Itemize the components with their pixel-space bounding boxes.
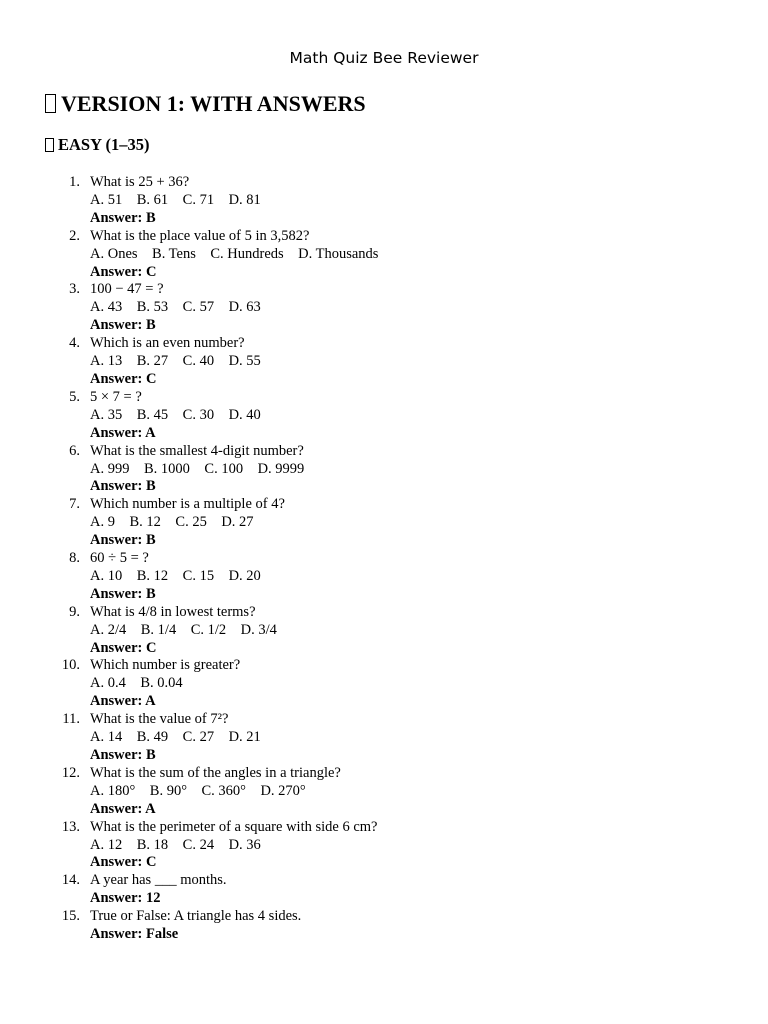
question-answer: Answer: C: [90, 639, 157, 656]
question-number: 9.: [69, 603, 80, 620]
question-answer: Answer: A: [90, 800, 156, 817]
question-item: [0, 657, 768, 711]
question-answer: Answer: B: [90, 317, 156, 334]
question-text: What is 25 + 36?: [90, 174, 190, 190]
question-item: [0, 765, 768, 819]
question-options: A. 999 B. 1000 C. 100 D. 9999: [90, 460, 305, 477]
question-answer: Answer: C: [90, 854, 157, 871]
question-answer: Answer: B: [90, 747, 156, 763]
version-heading: [45, 90, 366, 118]
question-item: [0, 711, 768, 765]
question-list: [0, 174, 768, 944]
version-heading-text: VERSION 1: WITH ANSWERS: [61, 91, 366, 116]
question-options: A. 13 B. 27 C. 40 D. 55: [90, 353, 261, 370]
question-item: [0, 908, 768, 944]
question-text: What is the sum of the angles in a triangle?: [90, 764, 341, 781]
question-options: A. 180° B. 90° C. 360° D. 270°: [90, 782, 306, 799]
question-options: A. 43 B. 53 C. 57 D. 63: [90, 299, 261, 316]
question-text: Which number is greater?: [90, 657, 241, 674]
section-heading: [45, 134, 150, 156]
question-options: A. 12 B. 18 C. 24 D. 36: [90, 836, 261, 853]
question-number: 5.: [69, 388, 80, 405]
question-answer: Answer: B: [90, 209, 156, 226]
question-number: 10.: [61, 657, 80, 674]
question-answer: Answer: B: [90, 585, 156, 602]
question-options: A. 51 B. 61 C. 71 D. 81: [90, 191, 261, 208]
question-number: 12.: [61, 764, 80, 781]
question-item: [0, 604, 768, 658]
question-number: 7.: [69, 496, 80, 513]
section-heading-text: EASY (1–35): [58, 135, 150, 154]
check-mark-emoji-icon: [45, 94, 56, 113]
question-text: What is the value of 7²?: [90, 711, 229, 728]
question-options: A. Ones B. Tens C. Hundreds D. Thousands: [90, 245, 379, 262]
question-number: 4.: [69, 335, 80, 352]
question-answer: Answer: 12: [90, 890, 161, 907]
question-number: 8.: [69, 550, 80, 567]
question-answer: Answer: A: [90, 424, 156, 441]
question-number: 14.: [61, 872, 80, 889]
question-number: 13.: [61, 818, 80, 835]
question-item: [0, 228, 768, 282]
question-item: [0, 389, 768, 443]
question-options: A. 2/4 B. 1/4 C. 1/2 D. 3/4: [90, 621, 277, 638]
question-text: A year has ___ months.: [90, 872, 227, 889]
question-text: True or False: A triangle has 4 sides.: [90, 908, 302, 925]
question-text: Which is an even number?: [90, 335, 245, 352]
question-text: What is the perimeter of a square with side 6 cm?: [90, 818, 378, 835]
question-options: A. 14 B. 49 C. 27 D. 21: [90, 729, 261, 746]
question-text: What is the place value of 5 in 3,582?: [90, 227, 310, 244]
question-item: [0, 335, 768, 389]
question-answer: Answer: False: [90, 926, 179, 943]
question-text: 100 − 47 = ?: [90, 281, 164, 298]
question-answer: Answer: A: [90, 693, 156, 710]
question-item: [0, 496, 768, 550]
page-header: Math Quiz Bee Reviewer: [289, 49, 479, 67]
question-number: 11.: [62, 711, 80, 728]
question-text: What is 4/8 in lowest terms?: [90, 603, 256, 620]
question-number: 1.: [69, 174, 80, 190]
question-answer: Answer: B: [90, 478, 156, 495]
question-answer: Answer: C: [90, 370, 157, 387]
question-item: [0, 174, 768, 228]
question-options: A. 9 B. 12 C. 25 D. 27: [90, 514, 254, 531]
question-options: A. 35 B. 45 C. 30 D. 40: [90, 406, 261, 423]
question-item: [0, 550, 768, 604]
question-text: Which number is a multiple of 4?: [90, 496, 285, 513]
question-text: What is the smallest 4-digit number?: [90, 442, 304, 459]
question-number: 15.: [61, 908, 80, 925]
question-item: [0, 872, 768, 908]
question-item: [0, 443, 768, 497]
question-options: A. 10 B. 12 C. 15 D. 20: [90, 567, 261, 584]
question-number: 6.: [69, 442, 80, 459]
question-text: 5 × 7 = ?: [90, 388, 142, 405]
question-item: [0, 281, 768, 335]
question-number: 3.: [69, 281, 80, 298]
question-text: 60 ÷ 5 = ?: [90, 550, 149, 567]
question-answer: Answer: C: [90, 263, 157, 280]
question-number: 2.: [69, 227, 80, 244]
pencil-emoji-icon: [45, 138, 54, 152]
question-options: A. 0.4 B. 0.04: [90, 675, 183, 692]
question-answer: Answer: B: [90, 532, 156, 549]
question-item: [0, 819, 768, 873]
